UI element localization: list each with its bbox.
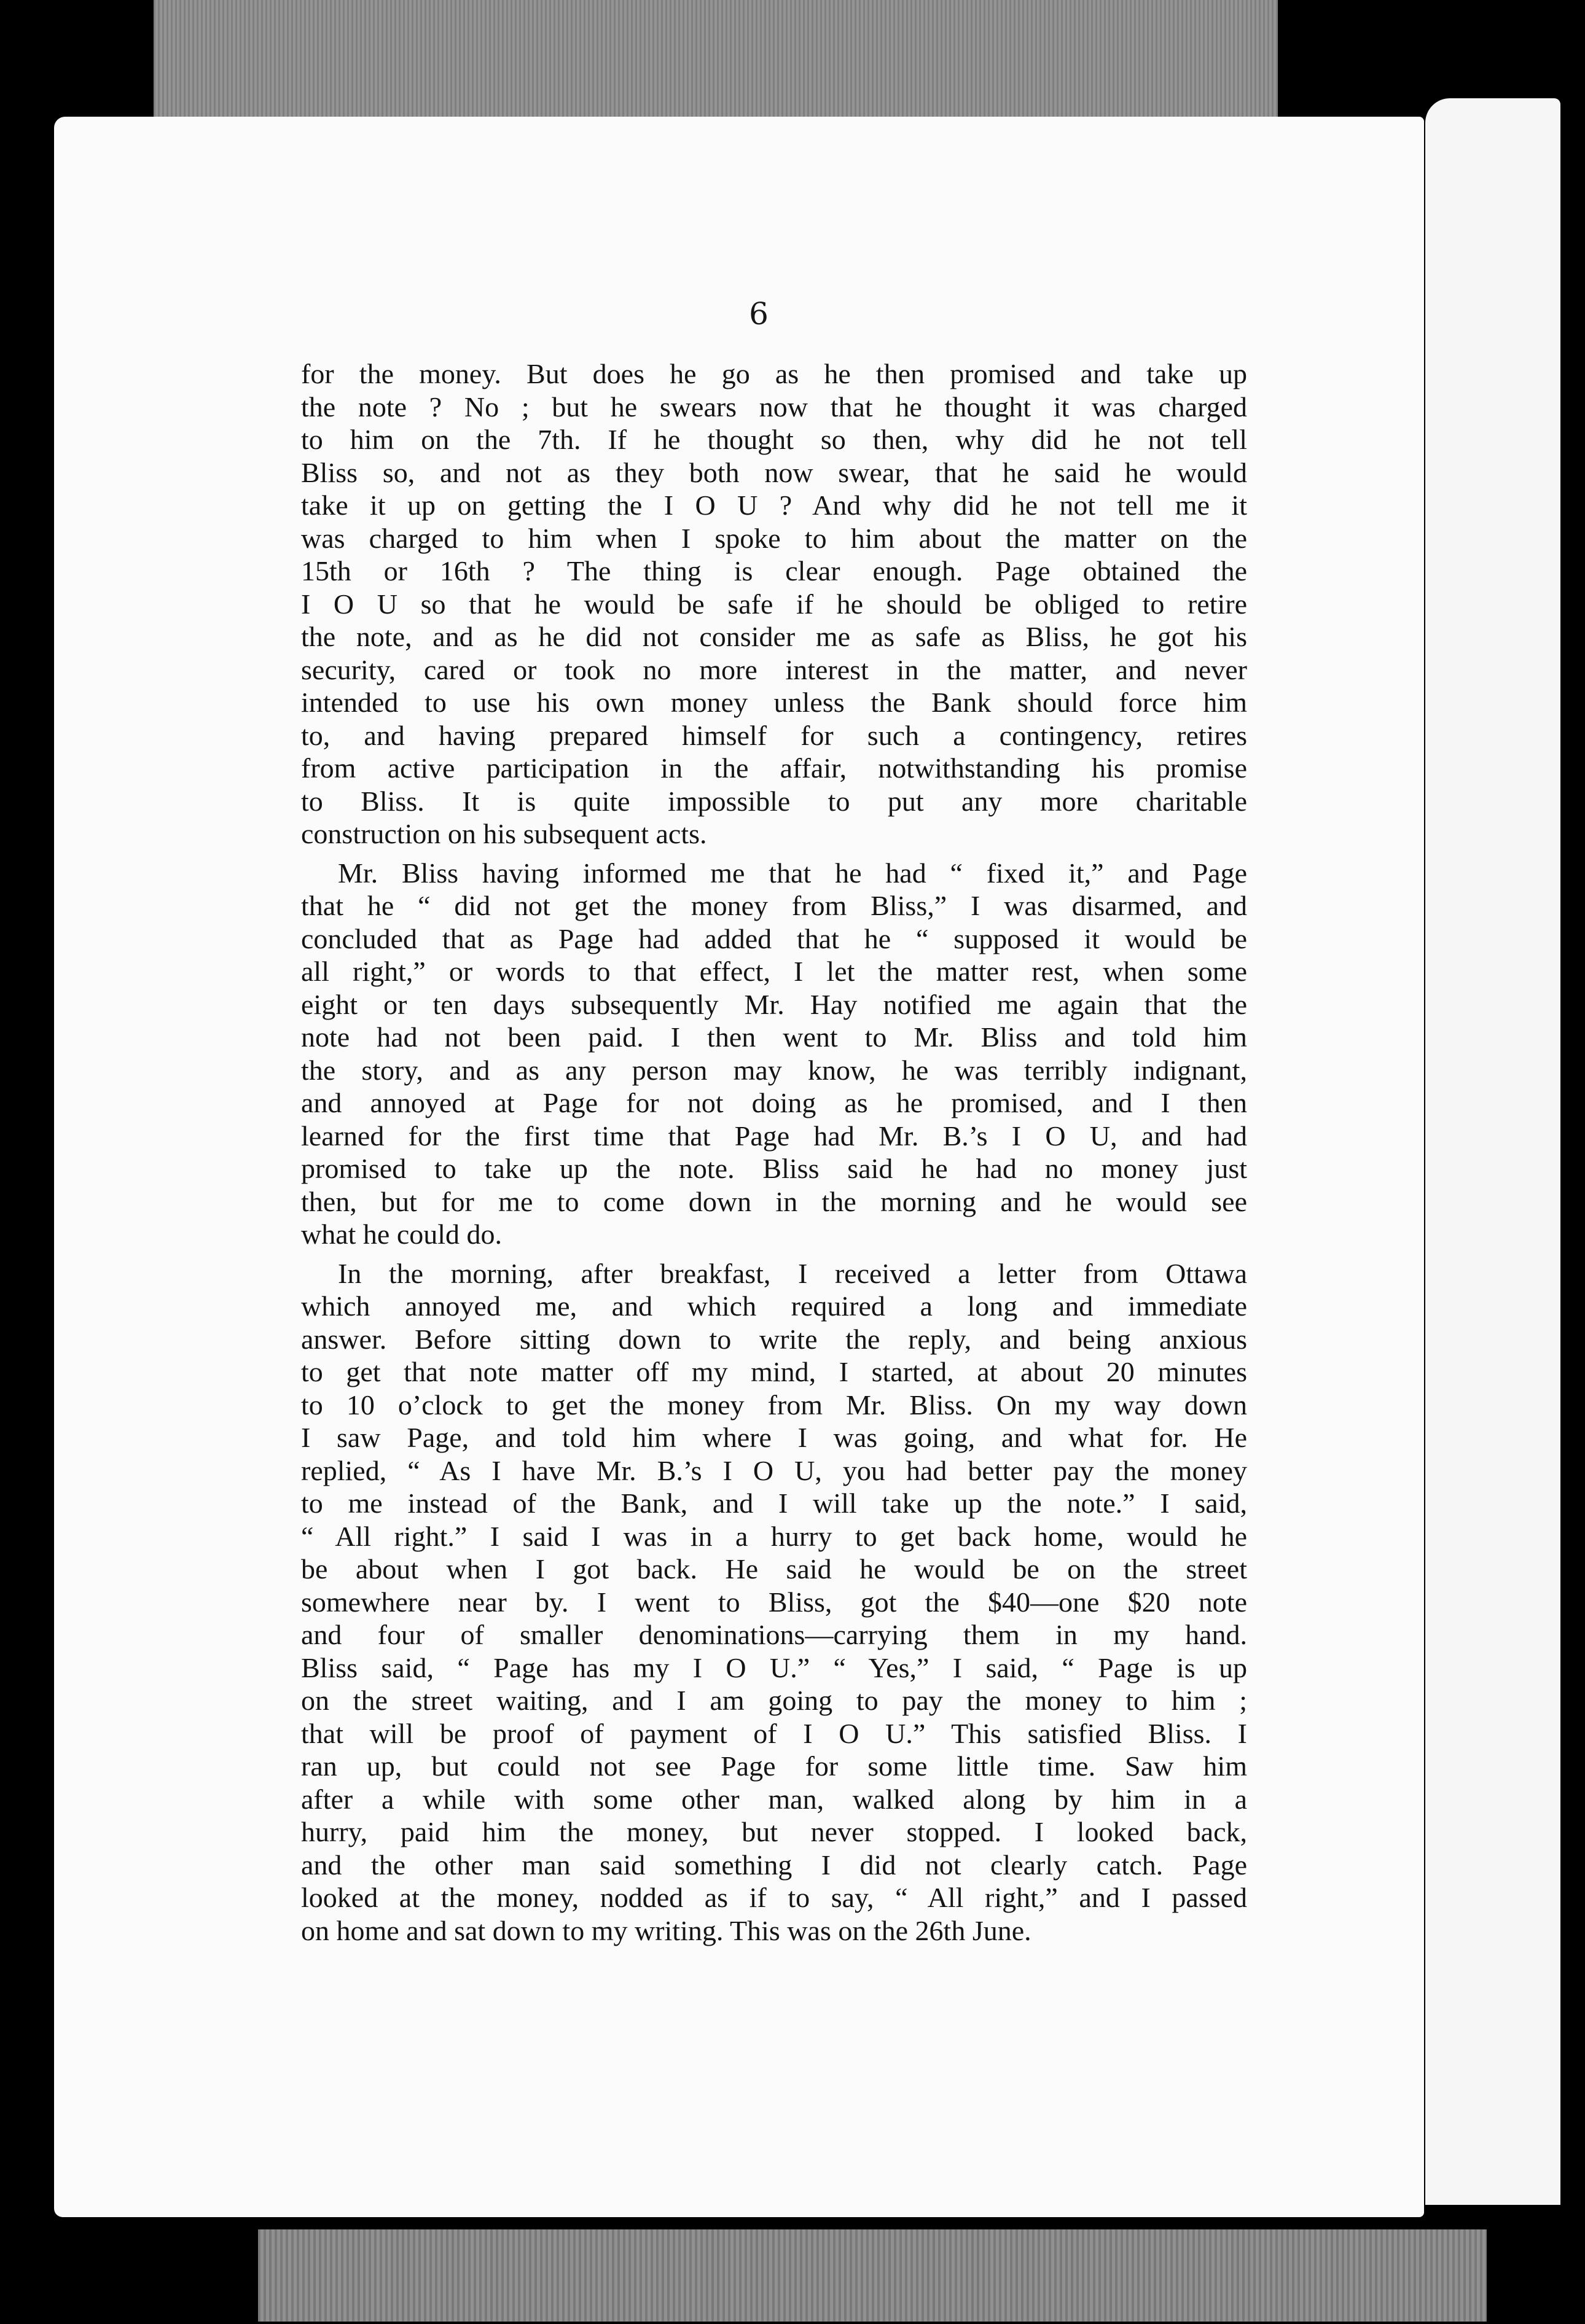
- text-line: be about when I got back. He said he would be on the street: [301, 1553, 1247, 1585]
- text-line: “ All right.” I said I was in a hurry to get back home, would he: [301, 1520, 1247, 1552]
- text-line: that he “ did not get the money from Bliss,” I was disarmed, and: [301, 890, 1247, 921]
- text-line: take it up on getting the I O U ? And why did he not tell me it: [301, 489, 1247, 521]
- text-line: from active participation in the affair, notwithstanding his promise: [301, 752, 1247, 784]
- text-line: hurry, paid him the money, but never stopped. I looked back,: [301, 1816, 1247, 1847]
- text-line: after a while with some other man, walked along by him in a: [301, 1783, 1247, 1815]
- text-line: the story, and as any person may know, he was terribly indignant,: [301, 1054, 1247, 1086]
- text-line: I O U so that he would be safe if he should be obliged to retire: [301, 588, 1247, 620]
- text-line: for the money. But does he go as he then promised and take up: [301, 358, 1247, 389]
- text-line: to Bliss. It is quite impossible to put any more charitable: [301, 785, 1247, 817]
- text-line: concluded that as Page had added that he “ supposed it would be: [301, 922, 1247, 954]
- scanner-background-bottom: [258, 2229, 1487, 2322]
- text-line: looked at the money, nodded as if to say, “ All right,” and I passed: [301, 1882, 1247, 1913]
- text-line: was charged to him when I spoke to him about the matter on the: [301, 522, 1247, 554]
- text-line: to him on the 7th. If he thought so then, why did he not tell: [301, 424, 1247, 455]
- text-line: Bliss so, and not as they both now swear, that he said he would: [301, 456, 1247, 488]
- adjacent-page-edge: [1425, 98, 1560, 2205]
- text-line: In the morning, after breakfast, I received a letter from Ottawa: [338, 1257, 1247, 1289]
- text-line: to me instead of the Bank, and I will take up the note.” I said,: [301, 1488, 1247, 1519]
- text-line: intended to use his own money unless the Bank should force him: [301, 687, 1247, 718]
- text-line: on the street waiting, and I am going to pay the money to him ;: [301, 1685, 1247, 1716]
- text-line: which annoyed me, and which required a long and immediate: [301, 1290, 1247, 1322]
- text-line: Mr. Bliss having informed me that he had “ fixed it,” and Page: [338, 857, 1247, 889]
- page-number: 6: [749, 296, 769, 332]
- text-line: learned for the first time that Page had Mr. B.’s I O U, and had: [301, 1120, 1247, 1152]
- text-line: to, and having prepared himself for such a contingency, retires: [301, 719, 1247, 751]
- text-line: promised to take up the note. Bliss said he had no money just: [301, 1153, 1247, 1184]
- text-line: construction on his subsequent acts.: [301, 818, 707, 849]
- text-line: the note, and as he did not consider me as safe as Bliss, he got his: [301, 621, 1247, 652]
- text-line: the note ? No ; but he swears now that he thought it was charged: [301, 391, 1247, 423]
- text-line: and the other man said something I did not clearly catch. Page: [301, 1849, 1247, 1881]
- text-line: answer. Before sitting down to write the reply, and being anxious: [301, 1323, 1247, 1355]
- text-line: that will be proof of payment of I O U.” This satisfied Bliss. I: [301, 1717, 1247, 1749]
- text-line: to get that note matter off my mind, I started, at about 20 minutes: [301, 1356, 1247, 1387]
- text-line: all right,” or words to that effect, I let the matter rest, when some: [301, 956, 1247, 987]
- text-line: security, cared or took no more interest in the matter, and never: [301, 653, 1247, 685]
- text-line: I saw Page, and told him where I was going, and what for. He: [301, 1422, 1247, 1453]
- text-line: Bliss said, “ Page has my I O U.” “ Yes,” I said, “ Page is up: [301, 1651, 1247, 1683]
- text-line: 15th or 16th ? The thing is clear enough. Page obtained the: [301, 555, 1247, 587]
- text-line: eight or ten days subsequently Mr. Hay notified me again that the: [301, 988, 1247, 1020]
- text-line: note had not been paid. I then went to Mr. Bliss and told him: [301, 1021, 1247, 1053]
- body-text: [301, 357, 1247, 1947]
- text-line: and four of smaller denominations—carrying them in my hand.: [301, 1619, 1247, 1650]
- text-line: what he could do.: [301, 1219, 503, 1250]
- text-line: ran up, but could not see Page for some little time. Saw him: [301, 1750, 1247, 1782]
- text-line: then, but for me to come down in the morning and he would see: [301, 1185, 1247, 1217]
- text-line: somewhere near by. I went to Bliss, got the $40—one $20 note: [301, 1586, 1247, 1618]
- text-line: replied, “ As I have Mr. B.’s I O U, you had better pay the money: [301, 1454, 1247, 1486]
- text-line: on home and sat down to my writing. This was on the 26th June.: [301, 1914, 1031, 1946]
- text-line: and annoyed at Page for not doing as he promised, and I then: [301, 1087, 1247, 1118]
- text-line: to 10 o’clock to get the money from Mr. Bliss. On my way down: [301, 1389, 1247, 1421]
